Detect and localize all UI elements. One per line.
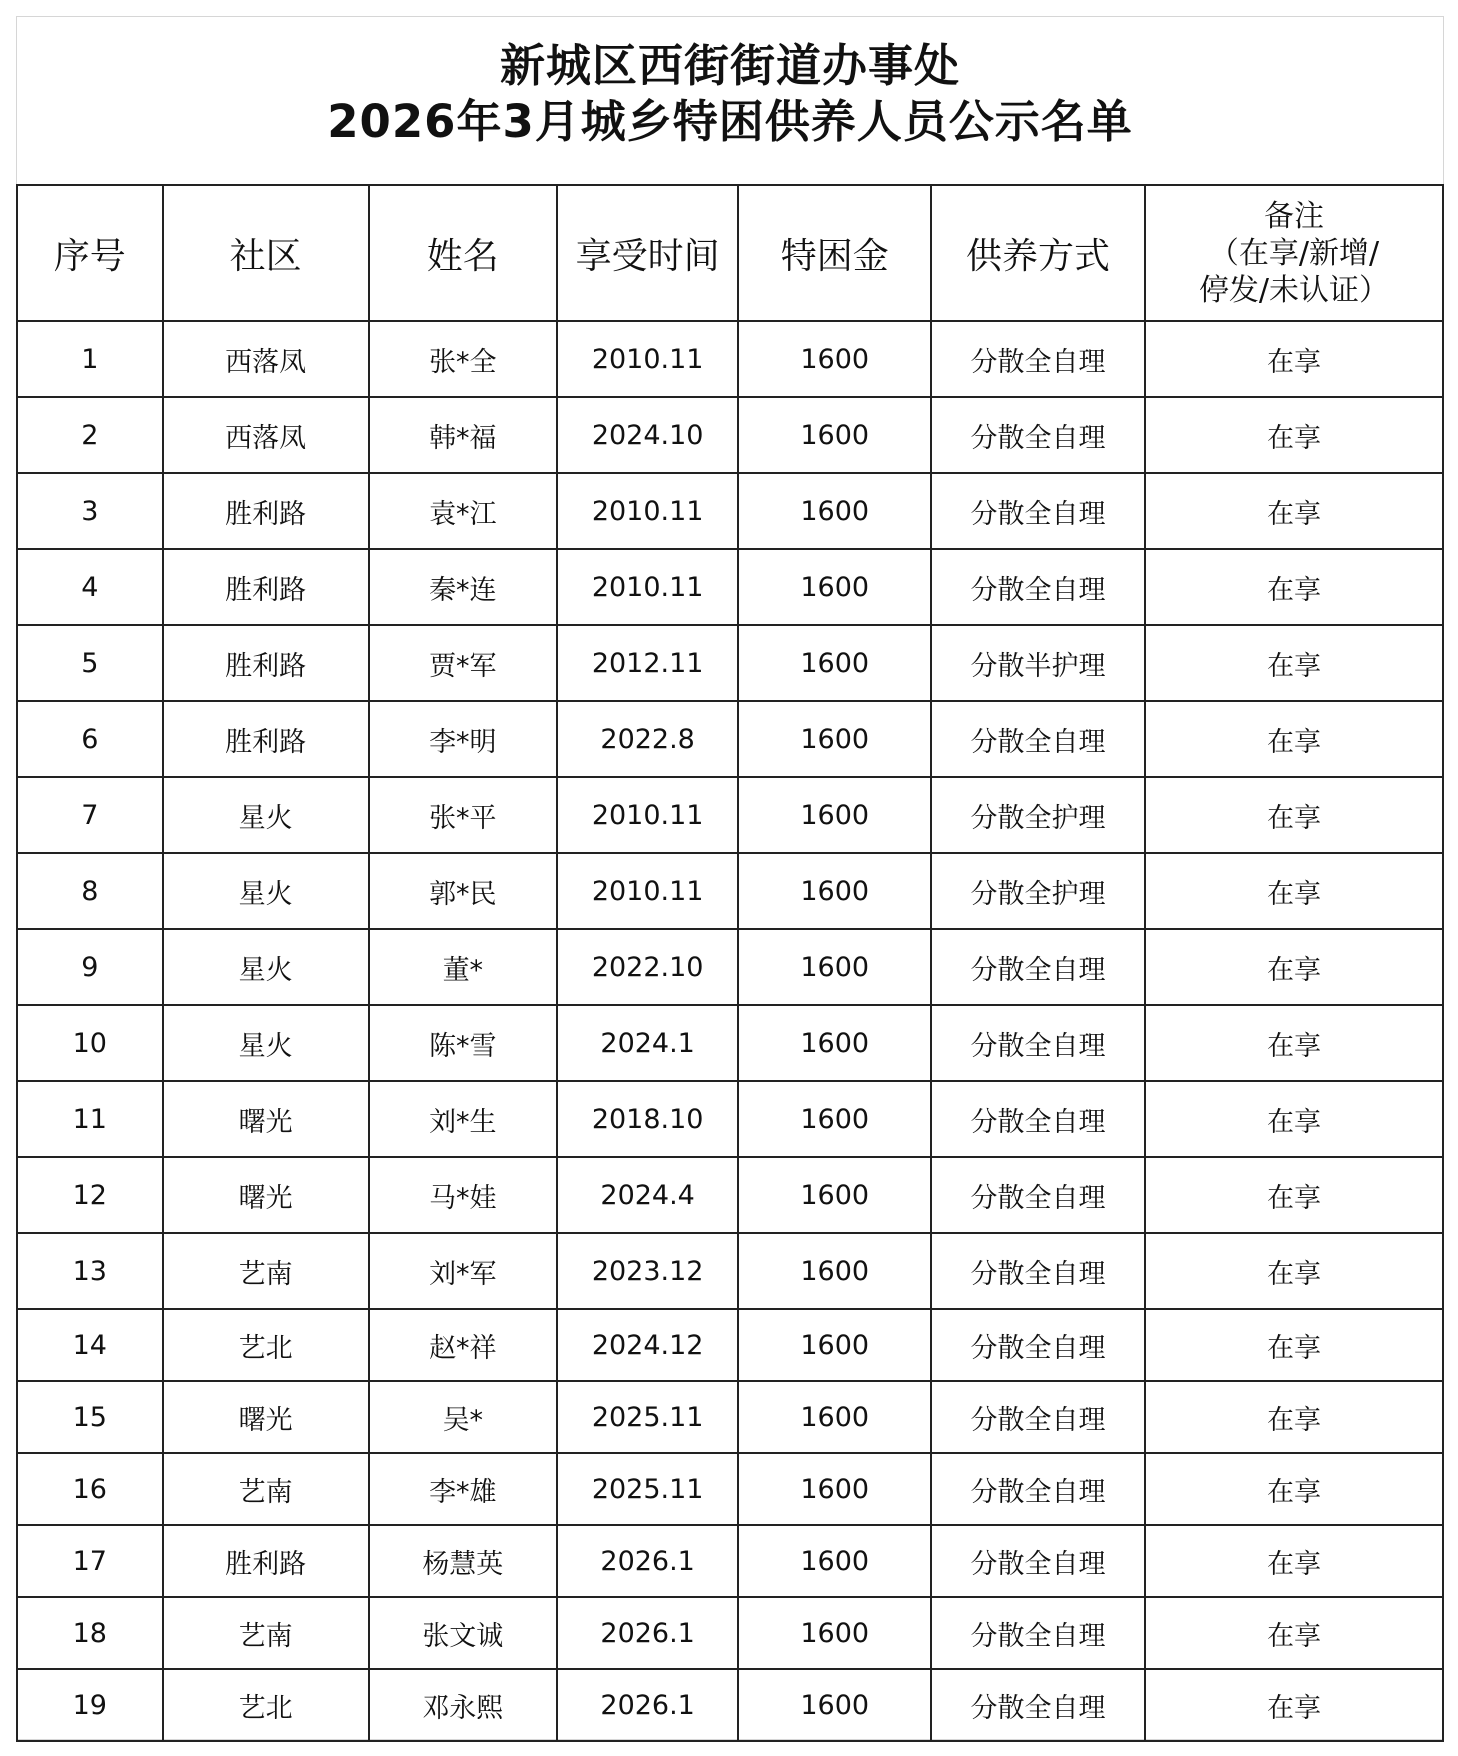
cell-support-mode: 分散全自理 — [931, 1157, 1145, 1233]
cell-support-mode: 分散全护理 — [931, 777, 1145, 853]
cell-amount: 1600 — [738, 1453, 931, 1525]
cell-amount: 1600 — [738, 397, 931, 473]
cell-community: 曙光 — [163, 1157, 369, 1233]
header-note-options-1: （在享/新增/ — [1208, 235, 1380, 271]
table-row — [17, 1381, 1443, 1453]
cell-seq: 15 — [17, 1381, 163, 1453]
cell-amount: 1600 — [738, 777, 931, 853]
cell-name: 邓永熙 — [369, 1669, 557, 1741]
cell-name: 董* — [369, 929, 557, 1005]
cell-community: 胜利路 — [163, 701, 369, 777]
cell-amount: 1600 — [738, 1081, 931, 1157]
cell-note: 在享 — [1145, 929, 1443, 1005]
cell-start-time: 2022.8 — [557, 701, 738, 777]
cell-start-time: 2024.12 — [557, 1309, 738, 1381]
cell-community: 星火 — [163, 853, 369, 929]
cell-seq: 7 — [17, 777, 163, 853]
cell-amount: 1600 — [738, 1597, 931, 1669]
cell-amount: 1600 — [738, 1525, 931, 1597]
cell-seq: 12 — [17, 1157, 163, 1233]
cell-start-time: 2018.10 — [557, 1081, 738, 1157]
cell-name: 杨慧英 — [369, 1525, 557, 1597]
cell-community: 胜利路 — [163, 549, 369, 625]
cell-note: 在享 — [1145, 1233, 1443, 1309]
roster-body — [17, 321, 1443, 1741]
cell-note: 在享 — [1145, 1309, 1443, 1381]
cell-seq: 10 — [17, 1005, 163, 1081]
table-row — [17, 1309, 1443, 1381]
cell-community: 西落凤 — [163, 321, 369, 397]
cell-name: 袁*江 — [369, 473, 557, 549]
cell-seq: 1 — [17, 321, 163, 397]
cell-support-mode: 分散全自理 — [931, 1381, 1145, 1453]
cell-community: 曙光 — [163, 1381, 369, 1453]
cell-name: 吴* — [369, 1381, 557, 1453]
cell-start-time: 2022.10 — [557, 929, 738, 1005]
cell-seq: 2 — [17, 397, 163, 473]
header-row — [17, 185, 1443, 321]
table-row — [17, 1157, 1443, 1233]
cell-note: 在享 — [1145, 473, 1443, 549]
table-row — [17, 625, 1443, 701]
cell-seq: 4 — [17, 549, 163, 625]
cell-start-time: 2023.12 — [557, 1233, 738, 1309]
cell-seq: 16 — [17, 1453, 163, 1525]
cell-support-mode: 分散半护理 — [931, 625, 1145, 701]
cell-community: 星火 — [163, 1005, 369, 1081]
table-row — [17, 1081, 1443, 1157]
cell-support-mode: 分散全自理 — [931, 1233, 1145, 1309]
cell-start-time: 2025.11 — [557, 1453, 738, 1525]
cell-support-mode: 分散全自理 — [931, 929, 1145, 1005]
cell-name: 李*雄 — [369, 1453, 557, 1525]
table-row — [17, 929, 1443, 1005]
header-note — [1145, 185, 1443, 321]
cell-note: 在享 — [1145, 701, 1443, 777]
cell-amount: 1600 — [738, 473, 931, 549]
cell-support-mode: 分散全自理 — [931, 1081, 1145, 1157]
header-note-title: 备注 — [1264, 198, 1324, 234]
cell-community: 星火 — [163, 929, 369, 1005]
cell-start-time: 2024.4 — [557, 1157, 738, 1233]
cell-community: 艺北 — [163, 1669, 369, 1741]
cell-name: 刘*军 — [369, 1233, 557, 1309]
table-row — [17, 473, 1443, 549]
header-seq: 序号 — [17, 185, 163, 321]
cell-community: 胜利路 — [163, 473, 369, 549]
cell-support-mode: 分散全自理 — [931, 549, 1145, 625]
document-title — [16, 38, 1444, 150]
cell-start-time: 2026.1 — [557, 1669, 738, 1741]
cell-name: 李*明 — [369, 701, 557, 777]
cell-start-time: 2010.11 — [557, 777, 738, 853]
table-row — [17, 321, 1443, 397]
cell-start-time: 2010.11 — [557, 549, 738, 625]
cell-start-time: 2012.11 — [557, 625, 738, 701]
cell-support-mode: 分散全自理 — [931, 1453, 1145, 1525]
cell-amount: 1600 — [738, 701, 931, 777]
table-row — [17, 701, 1443, 777]
cell-note: 在享 — [1145, 1381, 1443, 1453]
cell-name: 郭*民 — [369, 853, 557, 929]
table-row — [17, 1005, 1443, 1081]
cell-name: 张文诚 — [369, 1597, 557, 1669]
cell-note: 在享 — [1145, 853, 1443, 929]
cell-note: 在享 — [1145, 321, 1443, 397]
cell-amount: 1600 — [738, 1309, 931, 1381]
cell-note: 在享 — [1145, 777, 1443, 853]
cell-community: 星火 — [163, 777, 369, 853]
cell-seq: 14 — [17, 1309, 163, 1381]
header-start-time: 享受时间 — [557, 185, 738, 321]
cell-note: 在享 — [1145, 625, 1443, 701]
table-row — [17, 777, 1443, 853]
cell-start-time: 2010.11 — [557, 853, 738, 929]
cell-note: 在享 — [1145, 1525, 1443, 1597]
table-row — [17, 1597, 1443, 1669]
table-row — [17, 1669, 1443, 1741]
cell-amount: 1600 — [738, 321, 931, 397]
table-row — [17, 549, 1443, 625]
cell-start-time: 2024.10 — [557, 397, 738, 473]
header-name: 姓名 — [369, 185, 557, 321]
cell-note: 在享 — [1145, 1669, 1443, 1741]
cell-seq: 13 — [17, 1233, 163, 1309]
cell-note: 在享 — [1145, 1081, 1443, 1157]
header-amount: 特困金 — [738, 185, 931, 321]
header-note-options-2: 停发/未认证） — [1198, 272, 1390, 308]
cell-name: 秦*连 — [369, 549, 557, 625]
cell-amount: 1600 — [738, 625, 931, 701]
cell-support-mode: 分散全自理 — [931, 321, 1145, 397]
cell-seq: 8 — [17, 853, 163, 929]
cell-start-time: 2010.11 — [557, 321, 738, 397]
cell-note: 在享 — [1145, 1453, 1443, 1525]
cell-start-time: 2025.11 — [557, 1381, 738, 1453]
title-line-list: 2026年3月城乡特困供养人员公示名单 — [327, 95, 1133, 148]
cell-name: 韩*福 — [369, 397, 557, 473]
cell-seq: 3 — [17, 473, 163, 549]
cell-start-time: 2024.1 — [557, 1005, 738, 1081]
cell-support-mode: 分散全护理 — [931, 853, 1145, 929]
cell-amount: 1600 — [738, 549, 931, 625]
cell-note: 在享 — [1145, 1005, 1443, 1081]
cell-seq: 9 — [17, 929, 163, 1005]
cell-name: 刘*生 — [369, 1081, 557, 1157]
cell-start-time: 2010.11 — [557, 473, 738, 549]
cell-seq: 11 — [17, 1081, 163, 1157]
roster-table — [16, 184, 1444, 1742]
cell-support-mode: 分散全自理 — [931, 1669, 1145, 1741]
cell-name: 张*平 — [369, 777, 557, 853]
title-line-office: 新城区西街街道办事处 — [499, 39, 960, 92]
table-row — [17, 1453, 1443, 1525]
cell-support-mode: 分散全自理 — [931, 397, 1145, 473]
cell-community: 西落凤 — [163, 397, 369, 473]
cell-name: 陈*雪 — [369, 1005, 557, 1081]
cell-community: 艺南 — [163, 1453, 369, 1525]
cell-note: 在享 — [1145, 549, 1443, 625]
cell-amount: 1600 — [738, 1669, 931, 1741]
cell-seq: 17 — [17, 1525, 163, 1597]
cell-name: 张*全 — [369, 321, 557, 397]
cell-community: 胜利路 — [163, 1525, 369, 1597]
cell-amount: 1600 — [738, 1233, 931, 1309]
cell-support-mode: 分散全自理 — [931, 473, 1145, 549]
table-row — [17, 397, 1443, 473]
cell-community: 曙光 — [163, 1081, 369, 1157]
table-row — [17, 1525, 1443, 1597]
cell-support-mode: 分散全自理 — [931, 1005, 1145, 1081]
cell-amount: 1600 — [738, 1005, 931, 1081]
cell-amount: 1600 — [738, 1381, 931, 1453]
cell-seq: 19 — [17, 1669, 163, 1741]
cell-community: 胜利路 — [163, 625, 369, 701]
header-support-mode: 供养方式 — [931, 185, 1145, 321]
cell-note: 在享 — [1145, 397, 1443, 473]
cell-seq: 18 — [17, 1597, 163, 1669]
cell-amount: 1600 — [738, 1157, 931, 1233]
cell-amount: 1600 — [738, 929, 931, 1005]
cell-name: 赵*祥 — [369, 1309, 557, 1381]
cell-name: 贾*军 — [369, 625, 557, 701]
table-row — [17, 853, 1443, 929]
cell-support-mode: 分散全自理 — [931, 1309, 1145, 1381]
cell-support-mode: 分散全自理 — [931, 701, 1145, 777]
cell-seq: 6 — [17, 701, 163, 777]
cell-note: 在享 — [1145, 1597, 1443, 1669]
cell-community: 艺南 — [163, 1233, 369, 1309]
cell-seq: 5 — [17, 625, 163, 701]
cell-support-mode: 分散全自理 — [931, 1597, 1145, 1669]
header-community: 社区 — [163, 185, 369, 321]
cell-note: 在享 — [1145, 1157, 1443, 1233]
cell-support-mode: 分散全自理 — [931, 1525, 1145, 1597]
cell-community: 艺北 — [163, 1309, 369, 1381]
cell-start-time: 2026.1 — [557, 1525, 738, 1597]
cell-name: 马*娃 — [369, 1157, 557, 1233]
cell-start-time: 2026.1 — [557, 1597, 738, 1669]
cell-community: 艺南 — [163, 1597, 369, 1669]
cell-amount: 1600 — [738, 853, 931, 929]
table-row — [17, 1233, 1443, 1309]
